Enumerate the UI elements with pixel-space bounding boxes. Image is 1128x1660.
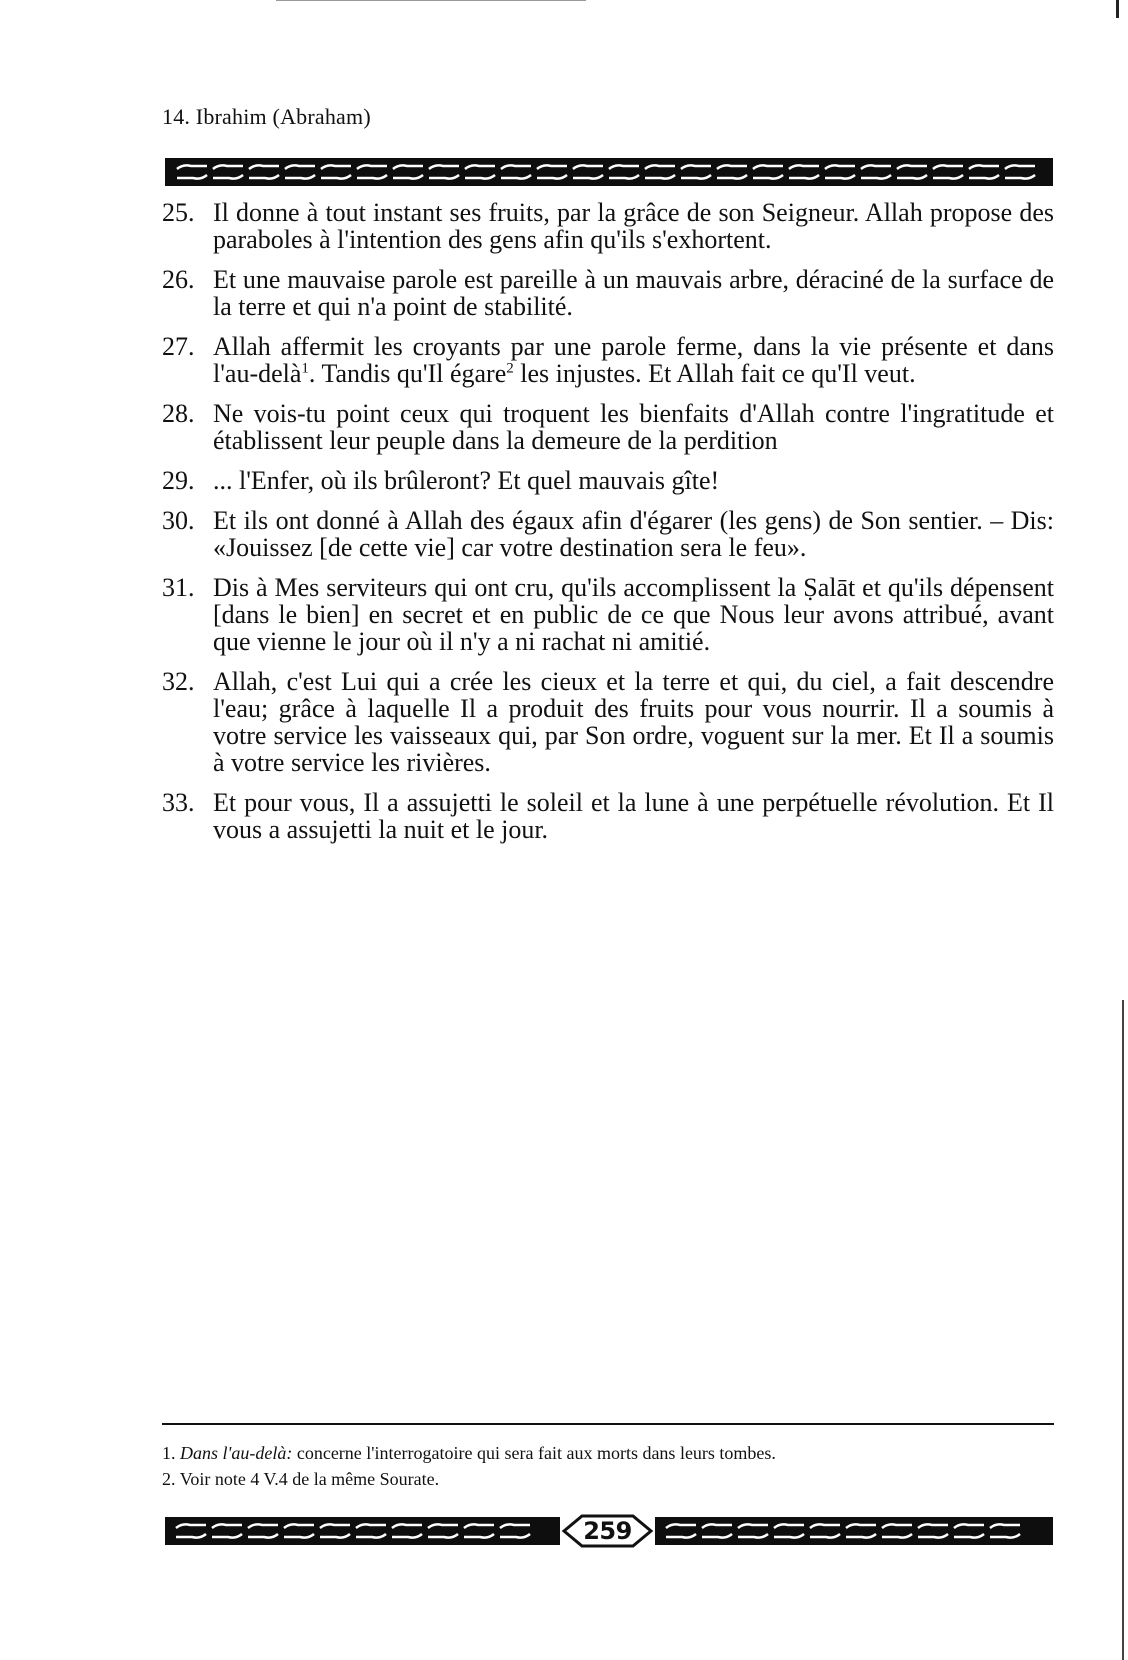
verse-list [162, 199, 1054, 856]
verse-number: 25. [162, 198, 195, 227]
verse-number: 27. [162, 332, 195, 361]
scan-right-edge [1122, 1000, 1124, 1660]
ornament-chain [658, 1520, 1050, 1542]
top-edge-rule [276, 0, 586, 1]
verse-text: Et une mauvaise parole est pareille à un mauvais arbre, déraciné de la surface de la terre et qui n'a point de stabilité. [213, 265, 1054, 321]
verse-number: 29. [162, 466, 195, 495]
verse [162, 333, 1054, 387]
verse-text: Et pour vous, Il a assujetti le soleil et la lune à une perpétuelle révolution. Et Il vous a assujetti la nuit et le jour. [213, 788, 1054, 844]
verse-text: Il donne à tout instant ses fruits, par la grâce de son Seigneur. Allah propose des paraboles à l'intention des gens afin qu'ils s'exhortent. [213, 198, 1054, 254]
verse [162, 789, 1054, 843]
verse-number: 31. [162, 573, 195, 602]
scan-edge-mark [1116, 0, 1119, 18]
verse-text: Allah, c'est Lui qui a crée les cieux et la terre et qui, du ciel, a fait descendre l'eau; grâce à laquelle Il a produit des fruits pour vous nourrir. Il a soumis à votre service les vaisseaux qui, par Son ordre, voguent sur la mer. Et Il a soumis à votre service les rivières. [213, 667, 1054, 777]
verse-text: Allah affermit les croyants par une parole ferme, dans la vie présente et dans l'au-delà$^1$. Tandis qu'Il égare$^2$ les injustes. Et Allah fait ce qu'Il veut. [213, 332, 1054, 388]
footnote-ref: 2 [506, 360, 514, 377]
verse [162, 507, 1054, 561]
footnote: 1. Dans l'au-delà: concerne l'interrogatoire qui sera fait aux morts dans leurs tombes. [162, 1443, 776, 1463]
verse [162, 574, 1054, 655]
verse-text: ... l'Enfer, où ils brûleront? Et quel mauvais gîte! [213, 466, 720, 495]
footnote: 2. Voir note 4 V.4 de la même Sourate. [162, 1469, 440, 1489]
page-footer [165, 1513, 1053, 1549]
verse-text: Et ils ont donné à Allah des égaux afin d'égarer (les gens) de Son sentier. – Dis: «Jouissez [de cette vie] car votre destination sera le feu». [213, 506, 1054, 562]
page-number-badge [560, 1513, 655, 1549]
bottom-ornamental-band-right [655, 1517, 1053, 1545]
footnotes [162, 1440, 1054, 1492]
verse [162, 668, 1054, 776]
footnote-divider [162, 1423, 1054, 1425]
running-title: 14. Ibrahim (Abraham) [162, 104, 371, 129]
verse-number: 32. [162, 667, 195, 696]
verse-text: Dis à Mes serviteurs qui ont cru, qu'ils accomplissent la Ṣalāt et qu'ils dépensent [dans le bien] en secret et en public de ce que Nous leur avons attribué, avant que vienne le jour où il n'y a ni rachat ni amitié. [213, 573, 1054, 656]
footnote-ref: 1 [301, 360, 309, 377]
bottom-ornamental-band-left [165, 1517, 560, 1545]
verse [162, 467, 1054, 494]
ornament-chain [169, 161, 1049, 183]
verse [162, 266, 1054, 320]
verse-number: 26. [162, 265, 195, 294]
top-ornamental-band [165, 158, 1053, 186]
verse-number: 30. [162, 506, 195, 535]
verse [162, 199, 1054, 253]
page-number: 259 [583, 1517, 632, 1545]
verse-number: 28. [162, 399, 195, 428]
verse-text: Ne vois-tu point ceux qui troquent les bienfaits d'Allah contre l'ingratitude et établissent leur peuple dans la demeure de la perdition [213, 399, 1054, 455]
verse-number: 33. [162, 788, 195, 817]
ornament-chain [168, 1520, 558, 1542]
verse [162, 400, 1054, 454]
